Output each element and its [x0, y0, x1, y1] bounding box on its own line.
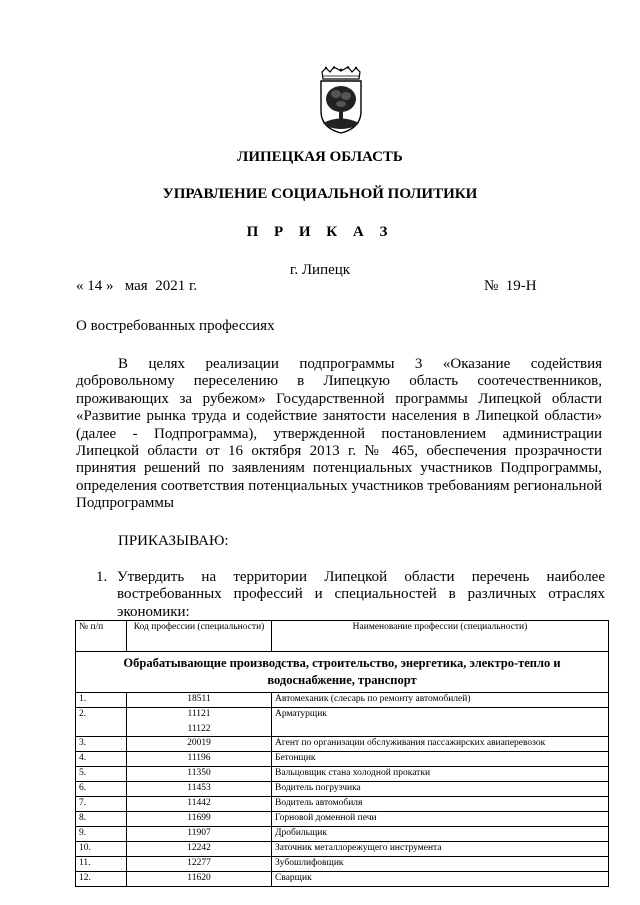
table-row [76, 812, 609, 827]
row-num: 10. [76, 842, 127, 857]
header-num: № п/п [76, 621, 127, 652]
row-code-2: 11122 [187, 724, 211, 734]
row-num: 7. [76, 797, 127, 812]
row-name: Арматурщик [272, 708, 609, 737]
row-name: Автомеханик (слесарь по ремонту автомобилей) [272, 693, 609, 708]
coat-of-arms-emblem [316, 66, 366, 134]
city: г. Липецк [289, 262, 351, 278]
header-name: Наименование профессии (специальности) [272, 621, 609, 652]
table-row [76, 752, 609, 767]
preamble-paragraph [76, 356, 602, 513]
row-name: Водитель погрузчика [272, 782, 609, 797]
row-code: 11453 [127, 782, 272, 797]
row-num: 1. [76, 693, 127, 708]
row-name: Зубошлифовщик [272, 857, 609, 872]
row-num: 2. [76, 708, 127, 737]
table-row [76, 827, 609, 842]
row-name: Горновой доменной печи [272, 812, 609, 827]
table-row [76, 857, 609, 872]
table-section-row [76, 652, 609, 693]
table-row [76, 782, 609, 797]
row-code-1: 11121 [187, 709, 211, 719]
row-name: Дробильщик [272, 827, 609, 842]
item-number: 1. [96, 569, 108, 585]
row-name: Заточник металлорежущего инструмента [272, 842, 609, 857]
row-code [127, 708, 272, 737]
preamble-text: В целях реализации подпрограммы 3 «Оказание содействия добровольному переселению в Липецкую область соотечественников, проживающих за рубежом» Государственной программы Липецкой области «Развитие рынка труда и содействие занятости населения в Липецкой области» (далее - Подпрограмма), утвержденной постановлением администрации Липецкой области от 16 октября 2013 г. № 465, обеспечения прозрачности принятия решений по заявлениям потенциальных участников Подпрограммы, определения соответствия потенциальных участников требованиям региональной Подпрограммы [76, 356, 602, 512]
section-title: Обрабатывающие производства, строительство, энергетика, электро-тепло и водоснабжение, транспорт [76, 652, 609, 693]
row-num: 8. [76, 812, 127, 827]
row-code: 11699 [127, 812, 272, 827]
item-1 [117, 569, 605, 621]
row-name: Сварщик [272, 872, 609, 887]
row-code: 12242 [127, 842, 272, 857]
table-row [76, 872, 609, 887]
table-row [76, 797, 609, 812]
row-code: 12277 [127, 857, 272, 872]
row-num: 11. [76, 857, 127, 872]
table-row [76, 708, 609, 737]
row-num: 12. [76, 872, 127, 887]
table-row [76, 693, 609, 708]
row-code: 11907 [127, 827, 272, 842]
table-header-row [76, 621, 609, 652]
row-num: 9. [76, 827, 127, 842]
row-code: 11620 [127, 872, 272, 887]
row-num: 5. [76, 767, 127, 782]
document-type: П Р И К А З [246, 224, 394, 240]
row-num: 4. [76, 752, 127, 767]
row-name: Вальцовщик стана холодной прокатки [272, 767, 609, 782]
document-subject: О востребованных профессиях [76, 318, 275, 334]
row-code: 11350 [127, 767, 272, 782]
row-num: 6. [76, 782, 127, 797]
row-code: 11442 [127, 797, 272, 812]
table-row [76, 737, 609, 752]
table-row [76, 767, 609, 782]
item-1-text: Утвердить на территории Липецкой области перечень наиболее востребованных профессий и специальностей в различных отраслях экономики: [117, 569, 605, 620]
row-code: 11196 [127, 752, 272, 767]
order-word: ПРИКАЗЫВАЮ: [118, 533, 229, 549]
row-name: Водитель автомобиля [272, 797, 609, 812]
row-code: 18511 [127, 693, 272, 708]
department-title: УПРАВЛЕНИЕ СОЦИАЛЬНОЙ ПОЛИТИКИ [162, 186, 478, 202]
professions-table [75, 620, 609, 887]
document-date: « 14 » мая 2021 г. [76, 278, 198, 294]
row-code: 20019 [127, 737, 272, 752]
row-num: 3. [76, 737, 127, 752]
document-number: № 19-Н [484, 278, 537, 294]
row-name: Агент по организации обслуживания пассажирских авиаперевозок [272, 737, 609, 752]
table-row [76, 842, 609, 857]
header-code: Код профессии (специальности) [127, 621, 272, 652]
region-title: ЛИПЕЦКАЯ ОБЛАСТЬ [237, 149, 403, 165]
row-name: Бетонщик [272, 752, 609, 767]
